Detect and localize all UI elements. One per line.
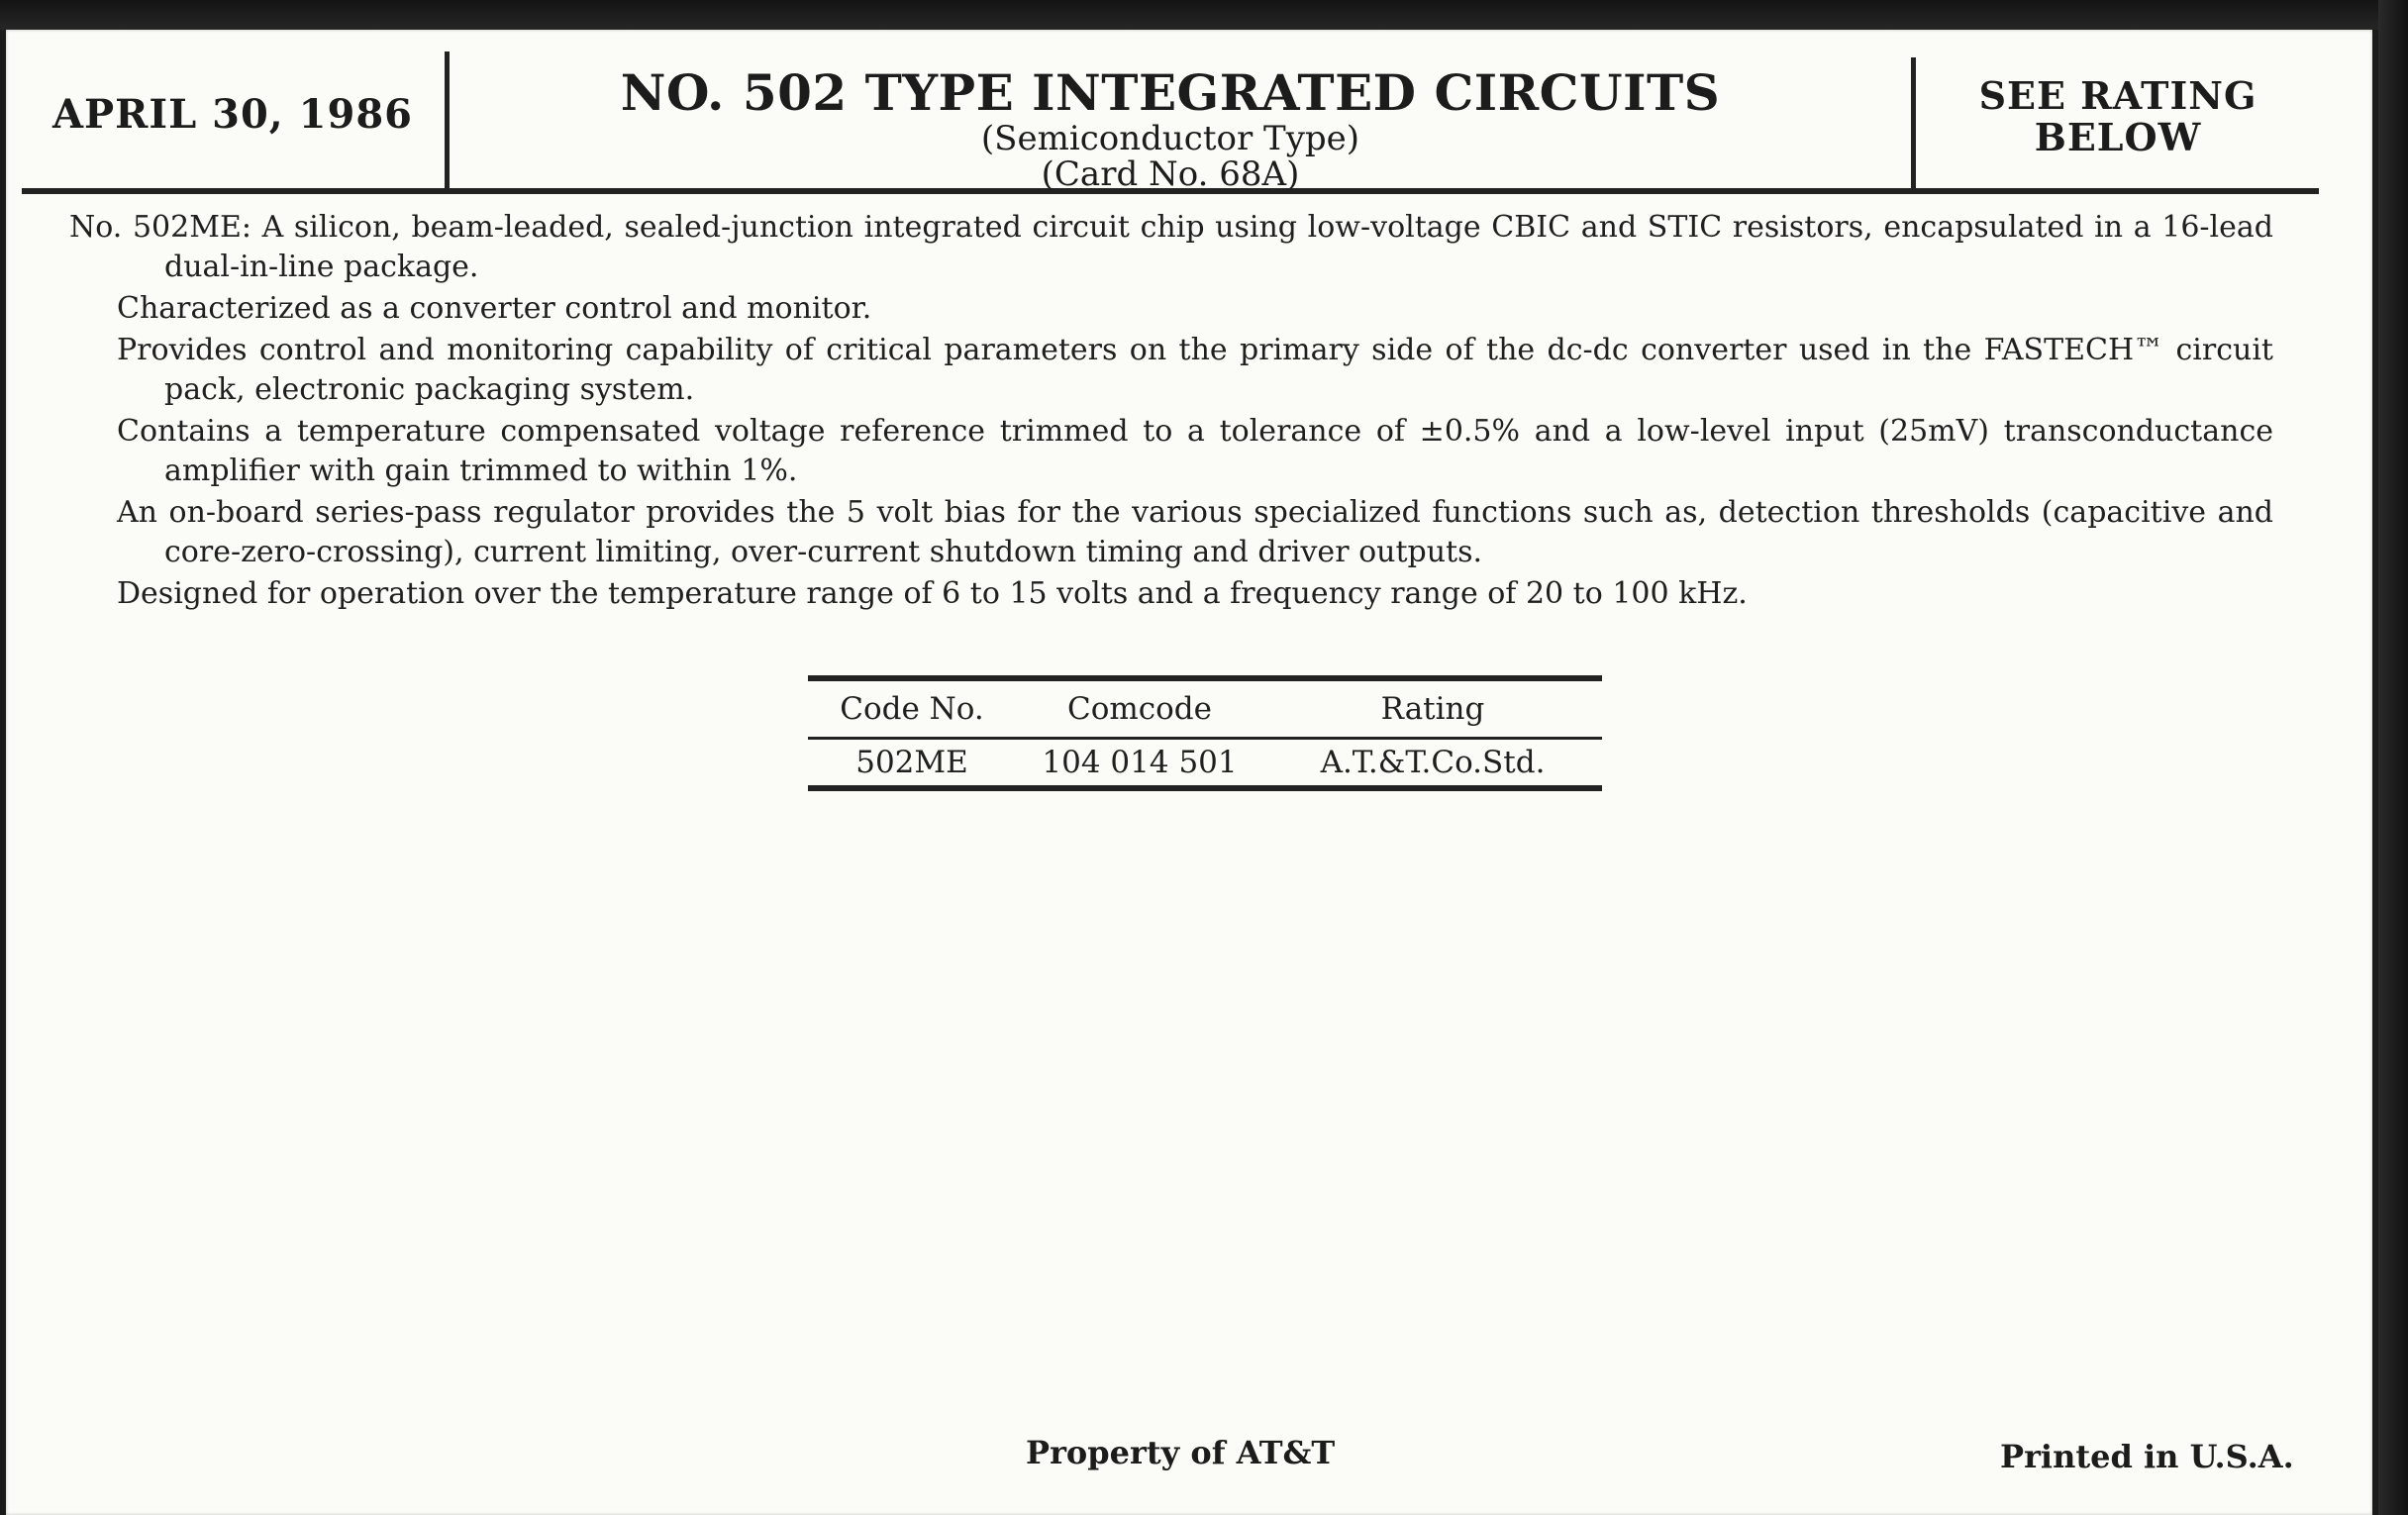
paragraph-contains: Contains a temperature compensated voltage reference trimmed to a tolerance of ±0.5% and a low-level input (25mV) transconductance amplifier with gain trimmed to within 1%.	[117, 414, 2273, 488]
paragraph-characterized: Characterized as a converter control and monitor.	[117, 291, 872, 326]
table-header-code: Code No.	[840, 691, 984, 727]
code-table	[808, 675, 1602, 791]
paragraph-provides: Provides control and monitoring capability of critical parameters on the primary side of the dc-dc converter used in the FASTECH™ circuit pack, electronic packaging system.	[117, 333, 2273, 407]
table-cell-comcode: 104 014 501	[1042, 745, 1238, 780]
paragraph-designed: Designed for operation over the temperature range of 6 to 15 volts and a frequency range of 20 to 100 kHz.	[117, 576, 1748, 611]
header-subtitle-type: (Semiconductor Type)	[980, 119, 1360, 158]
scan-border-right	[2378, 0, 2408, 1515]
rating-note-line1: SEE RATING	[1978, 73, 2258, 118]
table-cell-rating: A.T.&T.Co.Std.	[1320, 745, 1546, 780]
header-date: APRIL 30, 1986	[52, 90, 413, 138]
data-card	[6, 30, 2372, 1515]
header-subtitle-card: (Card No. 68A)	[1041, 154, 1300, 194]
footer-printed: Printed in U.S.A.	[2000, 1438, 2294, 1475]
paragraph-intro: No. 502ME: A silicon, beam-leaded, sealed-junction integrated circuit chip using low-voltage CBIC and STIC resistors, encapsulated in a 16-lead dual-in-line package.	[69, 210, 2273, 284]
card-header	[22, 40, 2319, 194]
scan-border-top	[0, 0, 2408, 30]
footer-property: Property of AT&T	[1026, 1434, 1336, 1471]
header-rating-note	[1917, 40, 2319, 188]
table-header-rating: Rating	[1380, 691, 1485, 727]
table-bottom-rule	[808, 785, 1602, 791]
rating-note-line2: BELOW	[2034, 115, 2202, 159]
page-title: NO. 502 TYPE INTEGRATED CIRCUITS	[620, 63, 1721, 122]
paragraph-regulator: An on-board series-pass regulator provides the 5 volt bias for the various specialized functions such as, detection thresholds (capacitive and core-zero-crossing), current limiting, over-current shutdown timing and driver outputs.	[117, 495, 2273, 569]
table-header-comcode: Comcode	[1067, 691, 1212, 727]
table-cell-code: 502ME	[855, 745, 968, 780]
description-body	[69, 208, 2273, 616]
table-header-row	[808, 681, 1602, 737]
header-divider-right	[1911, 57, 1916, 188]
header-title-block	[450, 40, 1891, 194]
table-row	[808, 740, 1602, 785]
